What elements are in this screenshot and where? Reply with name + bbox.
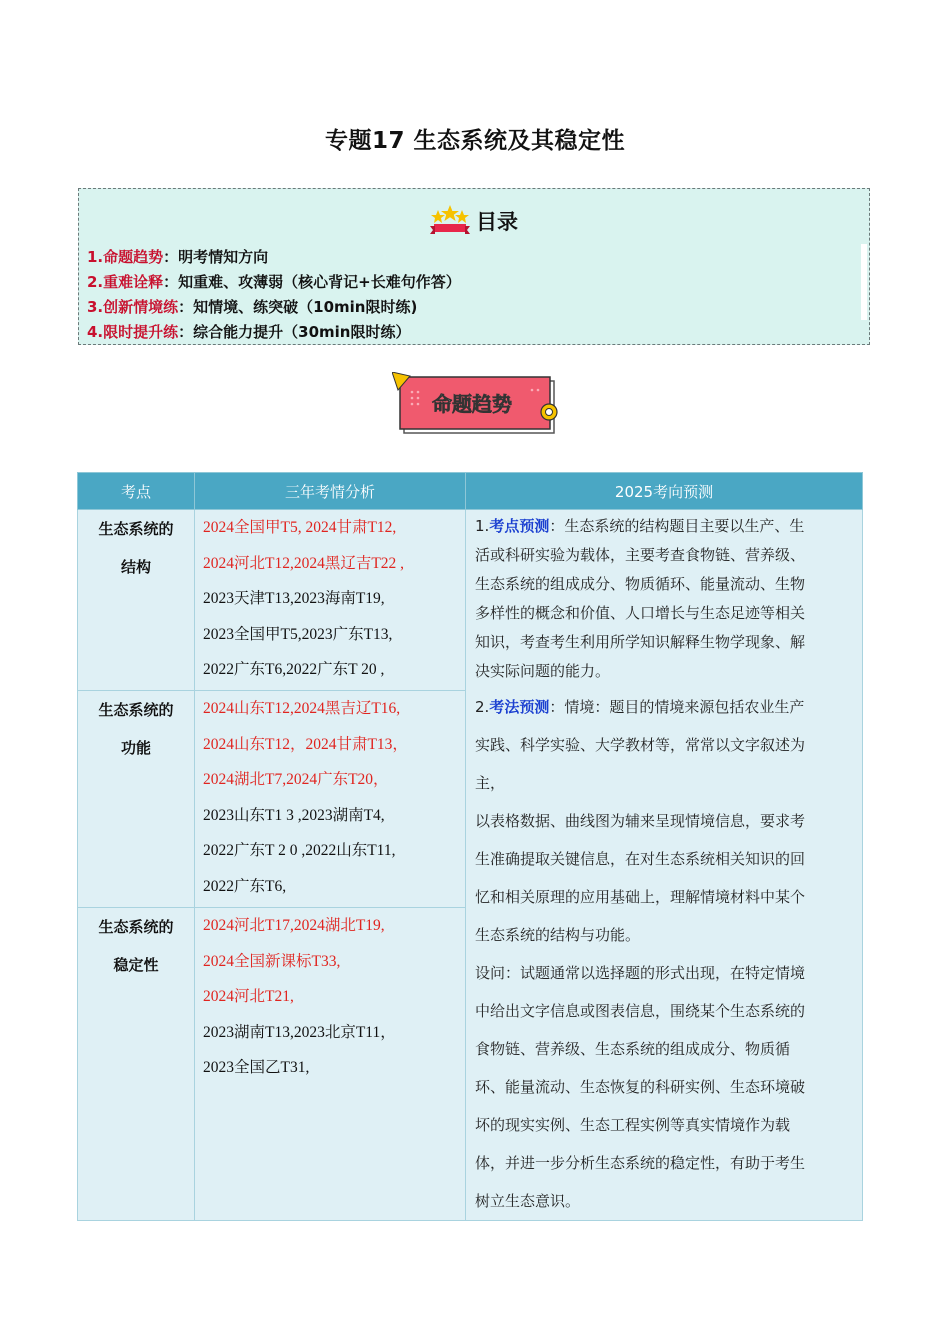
exam-ref: 2022广东T 2 0 ,2022山东T11,: [203, 842, 396, 860]
exam-ref-highlight: 2024湖北T7,2024广东T20，: [203, 771, 389, 789]
point-text-line: 坏的现实实例、生态工程实例等真实情境作为载: [475, 1116, 791, 1134]
topic-line: 生态系统的: [98, 520, 174, 538]
toc-title: 目录: [476, 210, 518, 234]
toc-item[interactable]: [87, 272, 461, 292]
topic-line: 生态系统的: [98, 918, 174, 937]
point-text-line: 知识，考查考生利用所学知识解释生物学现象、解: [475, 633, 806, 651]
prediction-point-1: [475, 512, 854, 686]
banner-label: 命题趋势: [432, 392, 512, 416]
point-text-line: 生准确提取关键信息，在对生态系统相关知识的回: [475, 850, 806, 868]
prediction-point-2: [475, 688, 854, 1220]
toc-item-key: 3.创新情境练: [87, 298, 179, 316]
point-key: 考法预测: [489, 698, 550, 716]
toc-item-sep: ：: [163, 248, 179, 266]
exam-ref: 2022广东T6,2022广东T 20 ,: [203, 661, 385, 678]
table-header-row: [78, 473, 863, 510]
toc-item-key: 1.命题趋势: [87, 248, 164, 266]
topic-line: 结构: [120, 558, 151, 576]
toc-item-text: 知情境、练突破（10min限时练): [193, 298, 418, 316]
point-text-line: 设问：试题通常以选择题的形式出现，在特定情境: [475, 964, 806, 982]
exam-ref-highlight: 2024河北T17,2024湖北T19,: [203, 917, 385, 935]
point-text-line: 中给出文字信息或图表信息，围绕某个生态系统的: [475, 1002, 806, 1020]
point-text-line: 主，: [475, 774, 506, 792]
years-cell: [195, 510, 466, 691]
ribbon-stars-icon: [430, 204, 470, 238]
point-text-line: ：情境：题目的情境来源包括农业生产: [549, 698, 805, 716]
toc-item-text: 知重难、攻薄弱（核心背记+长难句作答）: [178, 273, 461, 291]
toc-item-text: 综合能力提升（30min限时练）: [193, 323, 411, 341]
point-text-line: 生态系统的结构与功能。: [475, 926, 641, 944]
column-header: 三年考情分析: [195, 473, 466, 510]
toc-item[interactable]: [87, 247, 268, 267]
toc-item[interactable]: [87, 297, 417, 317]
toc-item[interactable]: [87, 322, 410, 342]
exam-ref-highlight: 2024河北T21,: [203, 988, 294, 1006]
topic-line: 功能: [120, 739, 151, 758]
topic-line: 生态系统的: [98, 701, 174, 720]
column-header: 2025考向预测: [466, 473, 863, 510]
point-text-line: 食物链、营养级、生态系统的组成成分、物质循: [475, 1040, 791, 1058]
point-number: 2.: [475, 698, 490, 716]
point-text-line: 体，并进一步分析生态系统的稳定性，有助于考生: [475, 1154, 806, 1172]
toc-item-key: 4.限时提升练: [87, 323, 179, 341]
point-key: 考点预测: [489, 517, 550, 535]
toc-item-key: 2.重难诠释: [87, 273, 164, 291]
section-banner: [392, 372, 560, 438]
topic-cell: [78, 691, 195, 908]
toc-item-sep: ：: [178, 298, 194, 316]
exam-ref-highlight: 2024山东T12，2024甘肃T13，: [203, 735, 408, 753]
exam-ref: 2023全国甲T5,2023广东T13,: [203, 625, 393, 643]
toc-item-sep: ：: [163, 273, 179, 291]
point-text-line: 实践、科学实验、大学教材等，常常以文字叙述为: [475, 736, 806, 754]
toc-item-sep: ：: [178, 323, 194, 341]
toc-header: [79, 201, 869, 241]
point-text-line: 以表格数据、曲线图为辅来呈现情境信息，要求考: [475, 812, 806, 830]
point-text-line: 活或科研实验为载体，主要考查食物链、营养级、: [475, 546, 806, 564]
exam-ref-highlight: 2024河北T12,2024黑辽吉T22 ,: [203, 554, 405, 572]
topic-cell: [78, 908, 195, 1221]
point-text-line: ：生态系统的结构题目主要以生产、生: [549, 517, 805, 535]
point-text-line: 多样性的概念和价值、人口增长与生态足迹等相关: [475, 604, 806, 622]
table-row: [78, 510, 863, 691]
column-header: 考点: [78, 473, 195, 510]
point-text-line: 环、能量流动、生态恢复的科研实例、生态环境破: [475, 1078, 806, 1096]
exam-ref-highlight: 2024山东T12,2024黑吉辽T16,: [203, 700, 401, 718]
point-text-line: 树立生态意识。: [475, 1192, 581, 1210]
page-title: 专题17 生态系统及其稳定性: [324, 128, 625, 154]
point-text-line: 生态系统的组成成分、物质循环、能量流动、生物: [475, 575, 806, 593]
table-of-contents: [78, 188, 870, 345]
trend-table: [77, 472, 863, 1221]
toc-item-text: 明考情知方向: [178, 248, 269, 266]
years-cell: [195, 691, 466, 908]
point-text-line: 忆和相关原理的应用基础上，理解情境材料中某个: [475, 888, 806, 906]
exam-ref: 2023天津T13,2023海南T19,: [203, 590, 385, 607]
years-cell: [195, 908, 466, 1221]
toc-edge-stripe: [861, 244, 867, 320]
topic-line: 稳定性: [113, 956, 159, 975]
exam-ref: 2022广东T6,: [203, 877, 287, 895]
point-number: 1.: [475, 517, 490, 535]
topic-cell: [78, 510, 195, 691]
point-text-line: 决实际问题的能力。: [475, 662, 611, 680]
exam-ref: 2023湖南T13,2023北京T11，: [203, 1023, 396, 1041]
prediction-cell: [466, 510, 863, 1221]
exam-ref-highlight: 2024全国新课标T33,: [203, 952, 341, 970]
exam-ref: 2023全国乙T31,: [203, 1059, 310, 1077]
exam-ref: 2023山东T1 3 ,2023湖南T4,: [203, 806, 385, 824]
exam-ref-highlight: 2024全国甲T5, 2024甘肃T12,: [203, 519, 397, 536]
